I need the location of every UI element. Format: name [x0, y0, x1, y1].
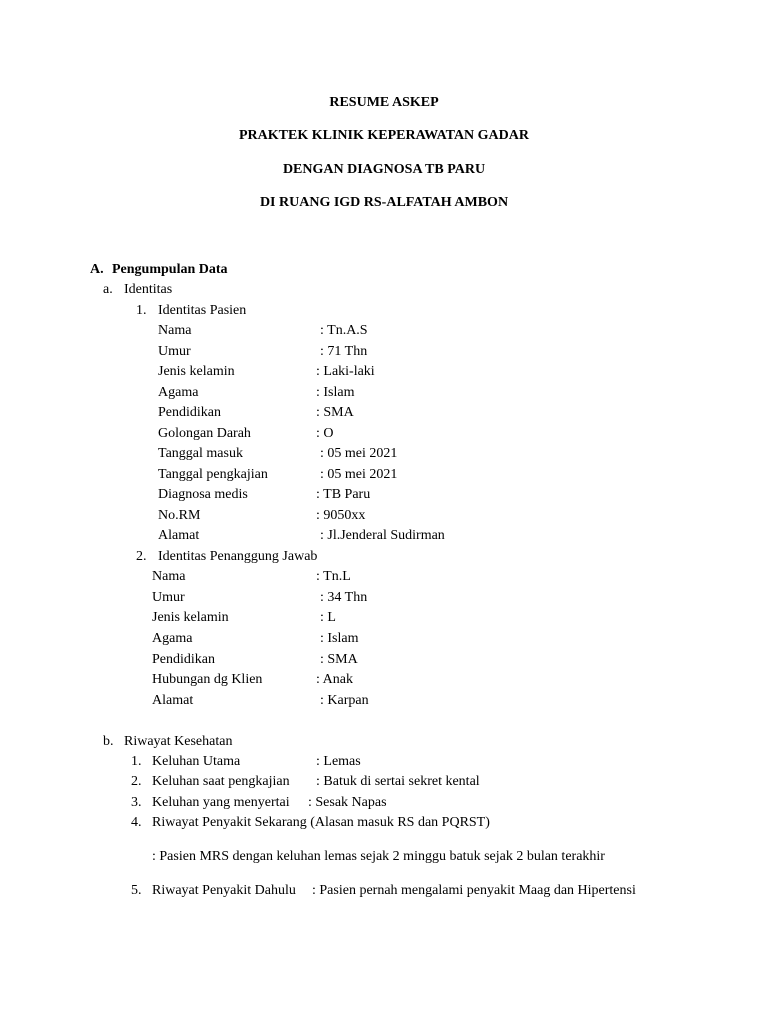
history-label: Keluhan saat pengkajian — [152, 774, 290, 789]
history-label: Riwayat Penyakit Sekarang (Alasan masuk RS dan PQRST) — [152, 815, 490, 830]
patient-value: : O — [316, 426, 334, 441]
section-a-title: Pengumpulan Data — [112, 262, 228, 277]
guardian-label: Nama — [152, 569, 186, 584]
guardian-value: : Anak — [316, 672, 353, 687]
history-label: Riwayat Penyakit Dahulu — [152, 883, 296, 898]
patient-value: : 71 Thn — [320, 344, 368, 359]
history-value: : Batuk di sertai sekret kental — [316, 774, 480, 789]
patient-label: No.RM — [158, 508, 201, 523]
history-label: Keluhan yang menyertai — [152, 795, 290, 810]
patient-label: Tanggal pengkajian — [158, 467, 268, 482]
guardian-value: : 34 Thn — [320, 590, 368, 605]
history-marker: 4. — [131, 815, 142, 830]
patient-value: : Laki-laki — [316, 364, 375, 379]
history-marker: 2. — [131, 774, 142, 789]
history-marker: 1. — [131, 754, 142, 769]
patient-value: : Tn.A.S — [320, 323, 368, 338]
guardian-value: : L — [320, 610, 336, 625]
item1-marker: 1. — [136, 303, 147, 318]
guardian-label: Agama — [152, 631, 193, 646]
item2-marker: 2. — [136, 549, 147, 564]
title-diagnosa: DENGAN DIAGNOSA TB PARU — [282, 162, 486, 177]
patient-label: Tanggal masuk — [158, 446, 243, 461]
patient-value: : 05 mei 2021 — [320, 446, 398, 461]
section-a-marker: A. — [90, 262, 104, 277]
patient-value: : 9050xx — [316, 508, 366, 523]
item2-title: Identitas Penanggung Jawab — [158, 549, 318, 564]
patient-value: : 05 mei 2021 — [320, 467, 398, 482]
guardian-value: : Islam — [320, 631, 359, 646]
patient-label: Alamat — [158, 528, 200, 543]
patient-label: Umur — [158, 344, 191, 359]
guardian-label: Pendidikan — [152, 652, 215, 667]
patient-value: : Islam — [316, 385, 355, 400]
history-marker: 3. — [131, 795, 142, 810]
patient-label: Agama — [158, 385, 199, 400]
guardian-label: Umur — [152, 590, 185, 605]
sub-b-title: Riwayat Kesehatan — [124, 734, 233, 749]
patient-value: : Jl.Jenderal Sudirman — [320, 528, 445, 543]
patient-label: Pendidikan — [158, 405, 221, 420]
history-value: : Pasien pernah mengalami penyakit Maag dan Hipertensi — [312, 883, 636, 898]
title-ruang: DI RUANG IGD RS-ALFATAH AMBON — [259, 195, 509, 210]
sub-b-marker: b. — [103, 734, 114, 749]
sub-a-marker: a. — [103, 282, 113, 297]
guardian-label: Jenis kelamin — [152, 610, 229, 625]
patient-label: Jenis kelamin — [158, 364, 235, 379]
history-value: : Lemas — [316, 754, 361, 769]
guardian-label: Hubungan dg Klien — [152, 672, 263, 687]
history-marker: 5. — [131, 883, 142, 898]
patient-label: Diagnosa medis — [158, 487, 248, 502]
guardian-value: : SMA — [320, 652, 358, 667]
item1-title: Identitas Pasien — [158, 303, 247, 318]
guardian-value: : Karpan — [320, 693, 369, 708]
patient-value: : SMA — [316, 405, 354, 420]
guardian-label: Alamat — [152, 693, 194, 708]
patient-label: Nama — [158, 323, 192, 338]
patient-label: Golongan Darah — [158, 426, 251, 441]
history-detail: : Pasien MRS dengan keluhan lemas sejak 2 minggu batuk sejak 2 bulan terakhir — [152, 849, 605, 864]
title-praktek-klinik: PRAKTEK KLINIK KEPERAWATAN GADAR — [238, 128, 529, 143]
history-value: : Sesak Napas — [308, 795, 387, 810]
history-label: Keluhan Utama — [152, 754, 241, 769]
sub-a-title: Identitas — [124, 282, 173, 297]
patient-value: : TB Paru — [316, 487, 371, 502]
guardian-value: : Tn.L — [316, 569, 351, 584]
title-resume-askep: RESUME ASKEP — [329, 95, 439, 110]
